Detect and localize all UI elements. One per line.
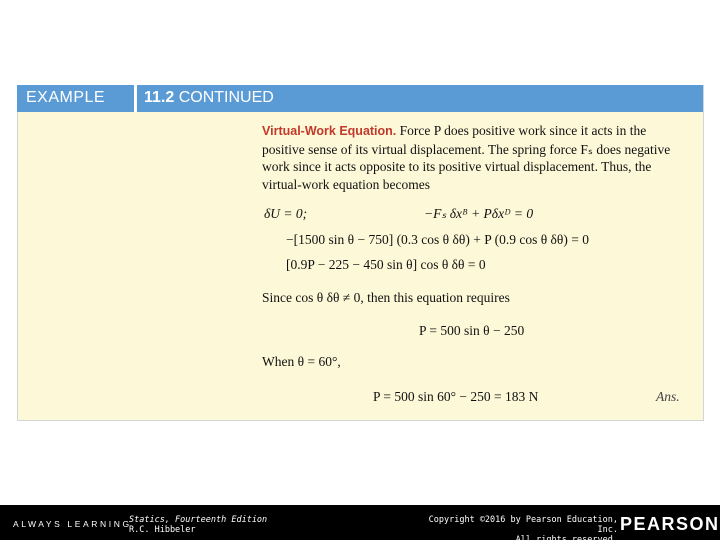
when-statement: When θ = 60°, (262, 354, 341, 369)
rights-text: All rights reserved. (515, 535, 618, 545)
book-author: R.C. Hibbeler (129, 525, 196, 535)
equation-3: [0.9P − 225 − 450 sin θ] cos θ δθ = 0 (286, 257, 486, 272)
equation-1-right: −Fₛ δxᴮ + Pδxᴰ = 0 (424, 206, 534, 221)
intro-paragraph (262, 122, 688, 193)
example-number: 11.2 CONTINUED (144, 89, 274, 106)
equation-1-left: δU = 0; (264, 206, 308, 221)
equation-4: P = 500 sin θ − 250 (419, 323, 525, 338)
answer-label: Ans. (656, 389, 680, 404)
copyright-block (406, 515, 618, 545)
book-info (129, 515, 267, 535)
copyright-text: Copyright ©2016 by Pearson Education, Inc. (428, 515, 618, 535)
final-answer-equation: P = 500 sin 60° − 250 = 183 N (373, 389, 539, 404)
footer-bar (0, 505, 720, 545)
pearson-logo: PEARSON (620, 514, 720, 534)
always-learning-tagline: ALWAYS LEARNING (13, 519, 132, 529)
since-statement: Since cos θ δθ ≠ 0, then this equation requires (262, 290, 510, 305)
example-header (17, 85, 703, 112)
section-lead: Virtual-Work Equation. (262, 124, 397, 138)
book-title: Statics, Fourteenth Edition (129, 515, 268, 525)
header-divider (134, 85, 137, 112)
example-label: EXAMPLE (26, 89, 106, 106)
paragraph-text: Force P does positive work since it acts in the positive sense of its virtual displacement. The spring force Fₛ does negative work since it acts opposite to its positive virtual displacement. Thus, the virtual-work equation becomes (262, 123, 671, 192)
equation-2: −[1500 sin θ − 750] (0.3 cos θ δθ) + P (0.9 cos θ δθ) = 0 (286, 232, 589, 247)
